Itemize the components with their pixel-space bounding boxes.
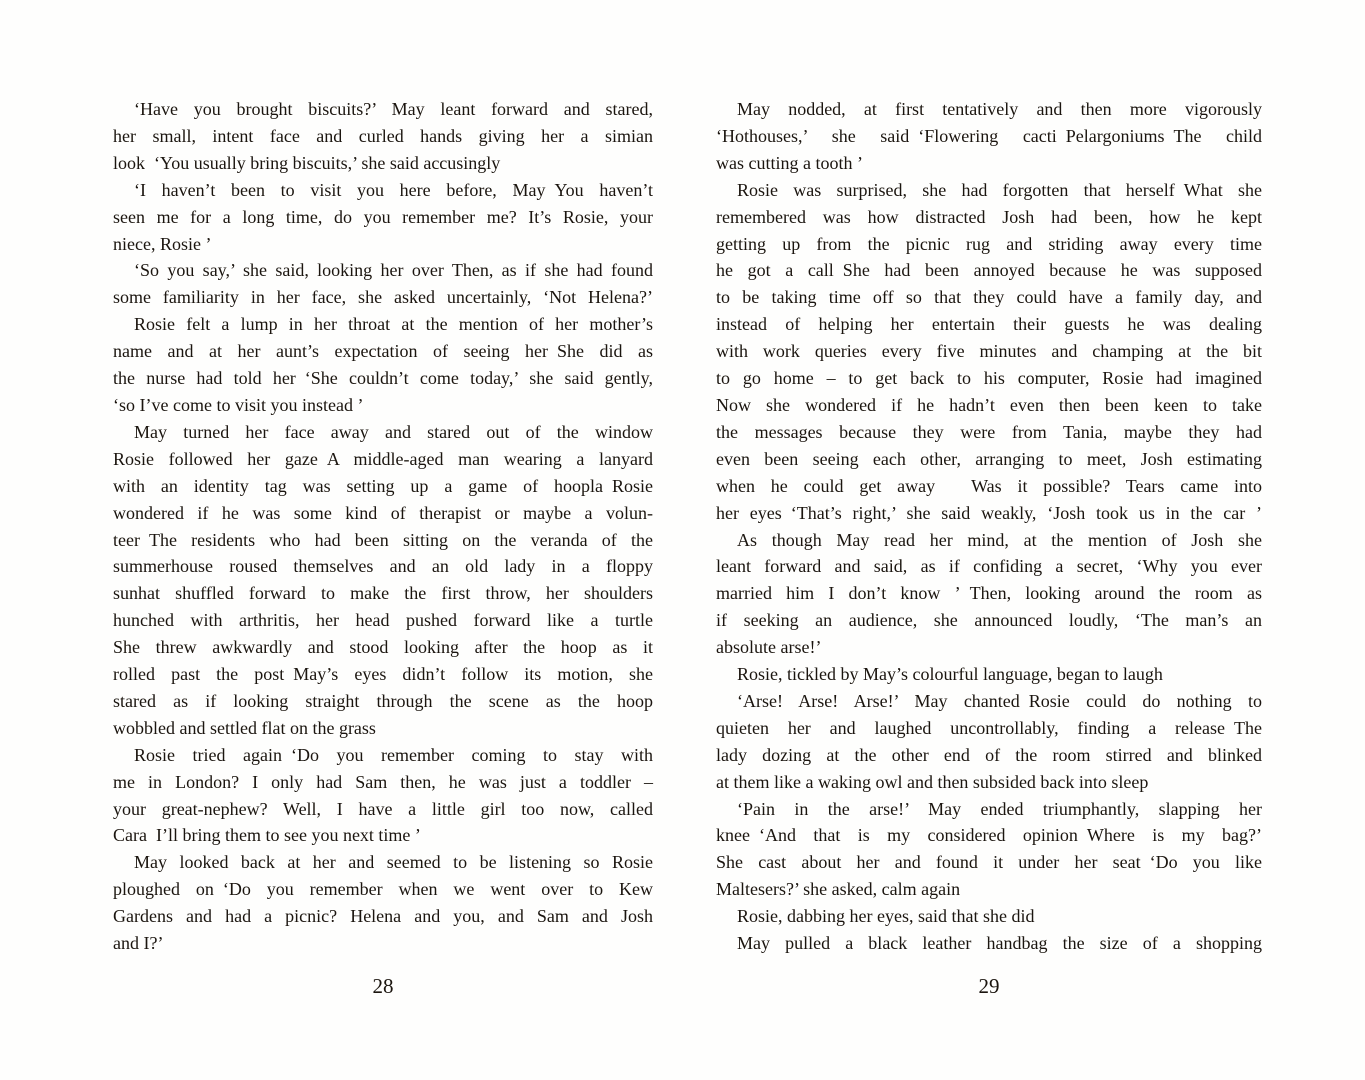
text-line: ‘I haven’t been to visit you here before, May You haven’t — [134, 179, 653, 200]
text-line: Maltesers?’ she asked, calm again — [716, 879, 961, 900]
text-line: Rosie was surprised, she had forgotten that herself What she — [737, 179, 1262, 200]
text-line: knee ‘And that is my considered opinion Where is my bag?’ — [716, 825, 1262, 846]
text-line: ‘So you say,’ she said, looking her over Then, as if she had found — [134, 260, 653, 281]
text-line: summerhouse roused themselves and an old lady in a floppy — [113, 556, 653, 577]
text-line: ‘Hothouses,’ she said ‘Flowering cacti Pelargoniums The child — [716, 125, 1262, 146]
text-line: stared as if looking straight through the scene as the hoop — [113, 690, 653, 711]
text-line: May pulled a black leather handbag the size of a shopping — [737, 933, 1262, 954]
text-line: with an identity tag was setting up a game of hoopla Rosie — [113, 475, 653, 496]
text-line: Rosie felt a lump in her throat at the mention of her mother’s — [134, 314, 653, 335]
page-number-right: 29 — [978, 974, 1000, 998]
page-number-left: 28 — [372, 974, 394, 998]
text-line: teer The residents who had been sitting on the veranda of the — [113, 529, 653, 550]
text-line: rolled past the post May’s eyes didn’t follow its motion, she — [113, 664, 653, 685]
text-line: when he could get away Was it possible? Tears came into — [716, 475, 1262, 496]
text-line: She cast about her and found it under her seat ‘Do you like — [716, 852, 1262, 873]
text-line: was cutting a tooth ’ — [716, 152, 863, 173]
text-line: leant forward and said, as if confiding a secret, ‘Why you ever — [716, 556, 1262, 577]
text-line: seen me for a long time, do you remember me? It’s Rosie, your — [113, 206, 653, 227]
text-line: Now she wondered if he hadn’t even then been keen to take — [716, 394, 1262, 415]
text-line: to be taking time off so that they could have a family day, and — [716, 287, 1262, 308]
text-line: Rosie, tickled by May’s colourful language, began to laugh — [737, 664, 1163, 685]
text-line: to go home – to get back to his computer, Rosie had imagined — [716, 368, 1262, 389]
text-line: Rosie followed her gaze A middle-aged man wearing a lanyard — [113, 448, 653, 469]
text-line: with work queries every five minutes and champing at the bit — [716, 341, 1262, 362]
text-line: Gardens and had a picnic? Helena and you, and Sam and Josh — [113, 906, 653, 927]
text-line: the nurse had told her ‘She couldn’t come today,’ she said gently, — [113, 368, 653, 389]
text-line: name and at her aunt’s expectation of seeing her She did as — [113, 341, 653, 362]
text-line: remembered was how distracted Josh had been, how he kept — [716, 206, 1262, 227]
text-line: ‘Pain in the arse!’ May ended triumphantly, slapping her — [737, 798, 1262, 819]
text-line: he got a call She had been annoyed because he was supposed — [716, 260, 1262, 281]
text-line: absolute arse!’ — [716, 637, 822, 658]
text-line: quieten her and laughed uncontrollably, finding a release The — [716, 717, 1262, 738]
text-line: some familiarity in her face, she asked uncertainly, ‘Not Helena?’ — [113, 287, 653, 308]
text-line: even been seeing each other, arranging to meet, Josh estimating — [716, 448, 1262, 469]
text-line: the messages because they were from Tania, maybe they had — [716, 421, 1262, 442]
text-line: married him I don’t know ’ Then, looking around the room as — [716, 583, 1262, 604]
text-line: at them like a waking owl and then subsided back into sleep — [716, 771, 1149, 792]
text-line: ‘Have you brought biscuits?’ May leant forward and stared, — [134, 99, 653, 119]
text-line: wobbled and settled flat on the grass — [113, 717, 376, 738]
text-line: She threw awkwardly and stood looking after the hoop as it — [113, 637, 653, 658]
text-line: niece, Rosie ’ — [113, 233, 212, 254]
text-line: wondered if he was some kind of therapist or maybe a volun- — [113, 502, 653, 523]
text-line: As though May read her mind, at the mention of Josh she — [737, 529, 1262, 550]
text-line: look ‘You usually bring biscuits,’ she said accusingly — [113, 152, 501, 173]
text-line: me in London? I only had Sam then, he was just a toddler – — [113, 771, 653, 792]
text-line: ploughed on ‘Do you remember when we went over to Kew — [113, 879, 653, 900]
text-line: ‘so I’ve come to visit you instead ’ — [113, 394, 364, 415]
text-line: instead of helping her entertain their guests he was dealing — [716, 314, 1262, 335]
text-line: May looked back at her and seemed to be listening so Rosie — [134, 852, 653, 873]
text-line: her eyes ‘That’s right,’ she said weakly, ‘Josh took us in the car ’ — [716, 502, 1262, 523]
text-line: her small, intent face and curled hands giving her a simian — [113, 125, 653, 146]
page-text-right — [716, 96, 1262, 957]
text-line: and I?’ — [113, 933, 164, 954]
text-line: your great-nephew? Well, I have a little girl too now, called — [113, 798, 653, 819]
page-text-left — [113, 96, 653, 957]
text-line: getting up from the picnic rug and striding away every time — [716, 233, 1262, 254]
text-line: hunched with arthritis, her head pushed forward like a turtle — [113, 610, 653, 631]
text-line: Rosie, dabbing her eyes, said that she did — [737, 906, 1035, 927]
text-line: May nodded, at first tentatively and then more vigorously — [737, 99, 1262, 119]
text-line: lady dozing at the other end of the room stirred and blinked — [716, 744, 1262, 765]
text-line: ‘Arse! Arse! Arse!’ May chanted Rosie could do nothing to — [737, 690, 1262, 711]
text-line: May turned her face away and stared out of the window — [134, 421, 653, 442]
text-line: Rosie tried again ‘Do you remember coming to stay with — [134, 744, 653, 765]
text-line: if seeking an audience, she announced loudly, ‘The man’s an — [716, 610, 1262, 631]
text-line: Cara I’ll bring them to see you next time ’ — [113, 825, 421, 846]
text-line: sunhat shuffled forward to make the first throw, her shoulders — [113, 583, 653, 604]
